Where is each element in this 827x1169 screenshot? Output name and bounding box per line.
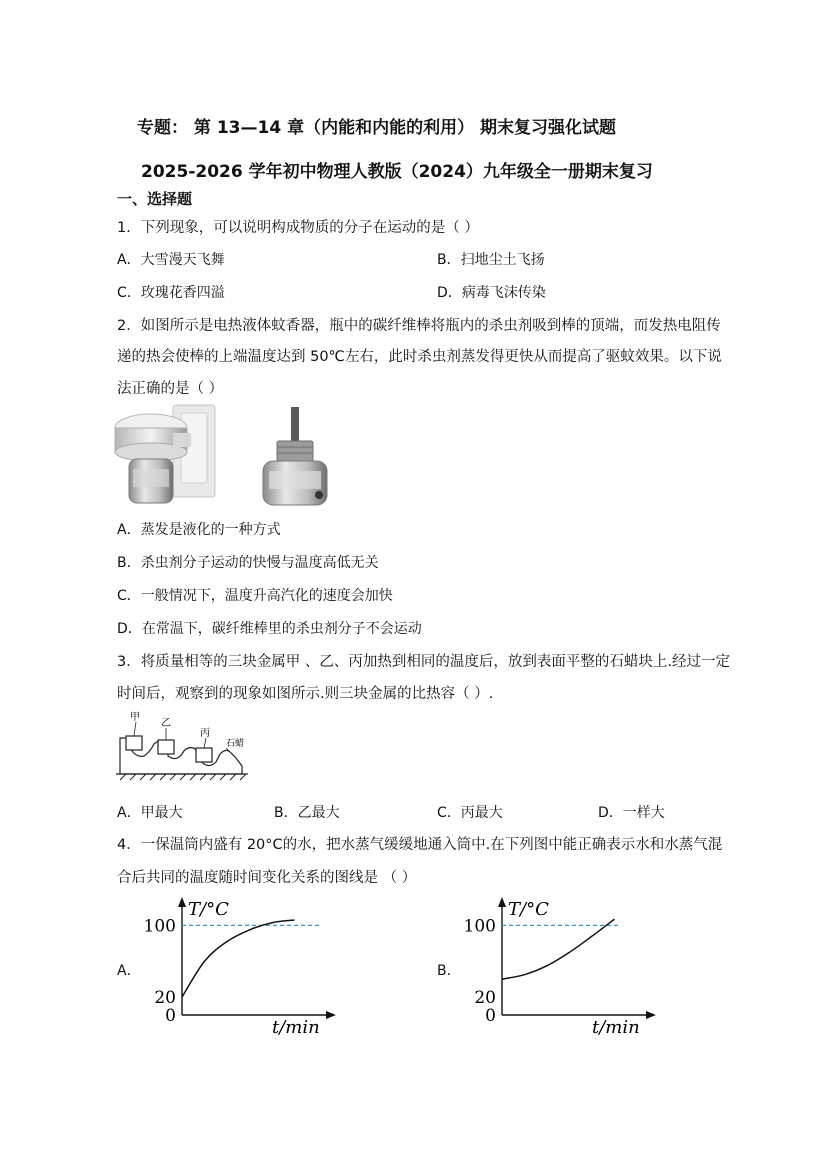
curve-b: [502, 919, 615, 979]
q1-option-c[interactable]: C．玫瑰花香四溢: [117, 285, 225, 301]
paraffin-figure: [116, 708, 256, 784]
q1-option-b[interactable]: B．扫地尘土飞扬: [437, 252, 545, 268]
q3-option-d[interactable]: D．一样大: [598, 805, 665, 821]
question-2-line3: 法正确的是（ ）: [117, 381, 224, 397]
q2-option-c[interactable]: C．一般情况下，温度升高汽化的速度会加快: [117, 588, 393, 604]
page-title: 专题： 第 13—14 章（内能和内能的利用） 期末复习强化试题: [137, 118, 616, 138]
q1-option-a[interactable]: A．大雪漫天飞舞: [117, 252, 225, 268]
mosquito-heater-figure: [113, 403, 343, 511]
q3-option-b[interactable]: B．乙最大: [274, 805, 340, 821]
q2-option-d[interactable]: D．在常温下，碳纤维棒里的杀虫剂分子不会运动: [117, 621, 422, 637]
x-axis-arrow: [646, 1011, 656, 1019]
y-tick-100: 100: [463, 916, 496, 937]
q4-option-b[interactable]: B．: [437, 963, 461, 979]
x-axis-arrow: [326, 1011, 336, 1019]
question-1-stem: 1．下列现象，可以说明构成物质的分子在运动的是（ ）: [117, 220, 479, 236]
question-3-line1: 3．将质量相等的三块金属甲 、乙、丙加热到相同的温度后，放到表面平整的石蜡块上.经过一定: [117, 654, 730, 670]
chart-option-b: [460, 893, 670, 1043]
y-axis-label: T/°C: [188, 899, 229, 920]
page-subtitle: 2025-2026 学年初中物理人教版（2024）九年级全一册期末复习: [141, 162, 653, 182]
label-wax: 石蜡: [226, 739, 245, 749]
q2-option-b[interactable]: B．杀虫剂分子运动的快慢与温度高低无关: [117, 555, 379, 571]
x-axis-label: t/min: [272, 1017, 320, 1038]
question-2-line1: 2．如图所示是电热液体蚊香器，瓶中的碳纤维棒将瓶内的杀虫剂吸到棒的顶端，而发热电阻传: [117, 318, 721, 334]
y-tick-0: 0: [485, 1006, 496, 1026]
label-jia: 甲: [130, 712, 140, 723]
question-2-line2: 递的热会使棒的上端温度达到 50℃左右，此时杀虫剂蒸发得更快从而提高了驱蚊效果。以下说: [117, 349, 722, 365]
y-tick-0: 0: [165, 1006, 176, 1026]
y-tick-100: 100: [143, 916, 176, 937]
y-tick-20: 20: [154, 988, 176, 1009]
q2-option-a[interactable]: A．蒸发是液化的一种方式: [117, 522, 281, 538]
q3-option-a[interactable]: A．甲最大: [117, 805, 183, 821]
y-axis-label: T/°C: [508, 899, 549, 920]
q3-option-c[interactable]: C．丙最大: [437, 805, 503, 821]
chart-option-a: [140, 893, 350, 1043]
y-axis-arrow: [178, 897, 186, 907]
curve-a: [182, 920, 295, 997]
label-yi: 乙: [161, 718, 171, 729]
y-axis-arrow: [498, 897, 506, 907]
section-heading: 一、选择题: [117, 190, 193, 208]
y-tick-20: 20: [474, 988, 496, 1009]
question-4-line1: 4．一保温筒内盛有 20°C的水，把水蒸气缓缓地通入筒中.在下列图中能正确表示水和水蒸气混: [117, 837, 723, 853]
q4-option-a[interactable]: A．: [117, 963, 141, 979]
x-axis-label: t/min: [592, 1017, 640, 1038]
question-3-line2: 时间后，观察到的现象如图所示.则三块金属的比热容（ ）.: [117, 686, 494, 702]
q1-option-d[interactable]: D．病毒飞沫传染: [437, 285, 546, 301]
question-4-line2: 合后共同的温度随时间变化关系的图线是 （ ）: [117, 870, 417, 886]
label-bing: 丙: [200, 728, 210, 739]
